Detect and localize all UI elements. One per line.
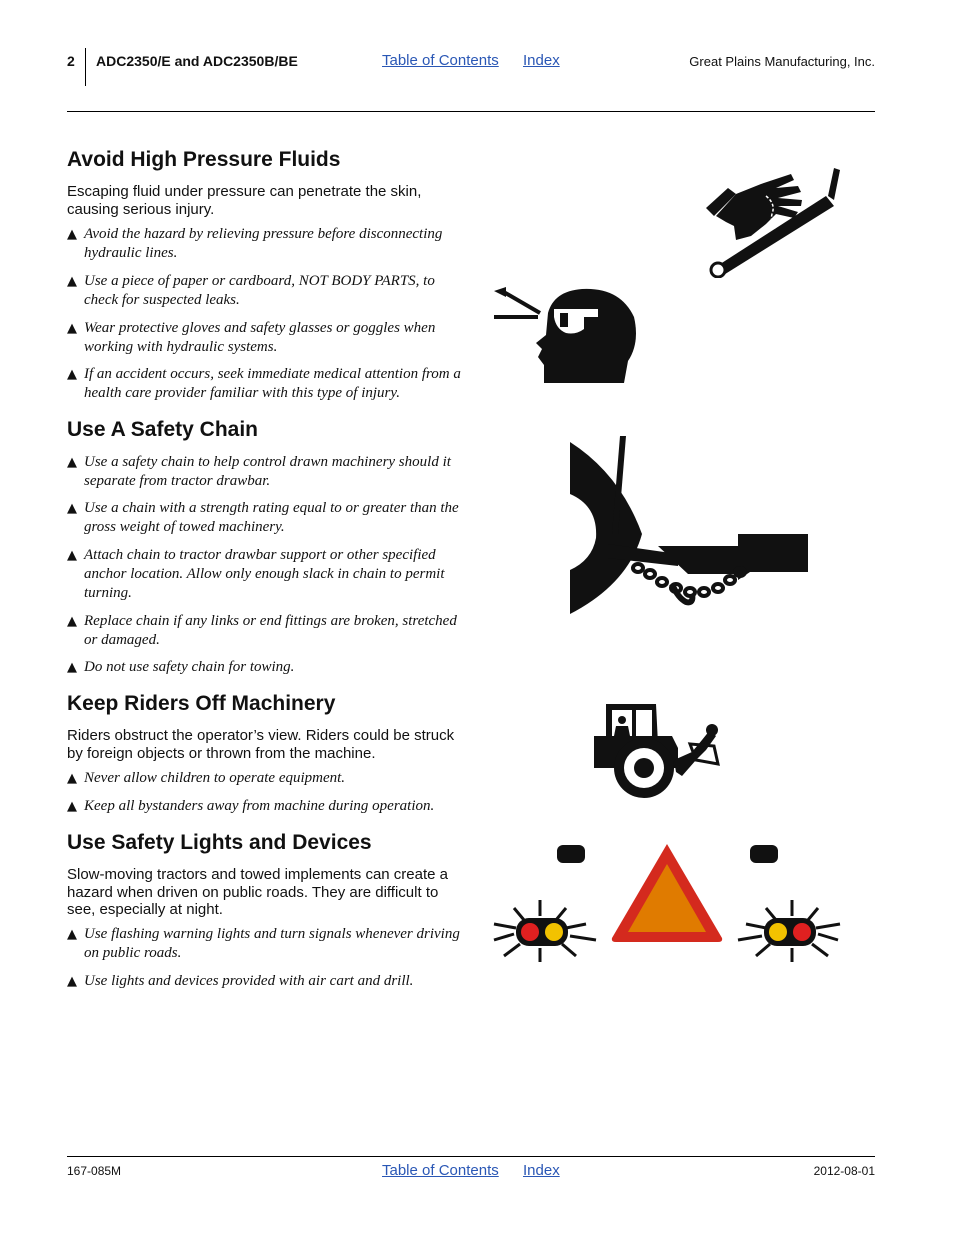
safety-chain-hitch-icon bbox=[568, 434, 810, 614]
flashing-light-icon bbox=[492, 898, 598, 964]
list-item: ▲ Use a safety chain to help control drawn machinery should it separate from tractor drawbar. bbox=[67, 454, 451, 489]
bullet-triangle-icon: ▲ bbox=[67, 974, 77, 989]
bullet-triangle-icon: ▲ bbox=[67, 799, 77, 814]
list-item: ▲ Do not use safety chain for towing. bbox=[67, 659, 295, 675]
footer-index-link[interactable]: Index bbox=[523, 1162, 560, 1179]
list-item: ▲ Use lights and devices provided with air cart and drill. bbox=[67, 973, 414, 989]
lamp-cap-icon bbox=[556, 844, 586, 864]
flashing-light-icon bbox=[736, 898, 842, 964]
section-intro-high-pressure: Escaping fluid under pressure can penetrate the skin, causing serious injury. bbox=[67, 183, 422, 218]
section-intro-riders: Riders obstruct the operator’s view. Riders could be struck by foreign objects or thrown from the machine. bbox=[67, 727, 455, 762]
hand-injection-icon bbox=[706, 166, 846, 278]
section-heading-safety-lights: Use Safety Lights and Devices bbox=[67, 831, 372, 854]
bullet-triangle-icon: ▲ bbox=[67, 548, 77, 563]
list-item: ▲ Never allow children to operate equipment. bbox=[67, 770, 346, 786]
bullet-triangle-icon: ▲ bbox=[67, 274, 77, 289]
list-item: ▲ Avoid the hazard by relieving pressure before disconnecting hydraulic lines. bbox=[67, 226, 443, 261]
tractor-rider-icon bbox=[592, 700, 726, 802]
list-item: ▲ Use flashing warning lights and turn signals whenever driving on public roads. bbox=[67, 926, 460, 961]
page-number: 2 bbox=[67, 53, 75, 69]
smv-emblem-icon bbox=[610, 842, 724, 944]
list-item: ▲ Keep all bystanders away from machine during operation. bbox=[67, 798, 435, 814]
list-item: ▲ Wear protective gloves and safety glasses or goggles when working with hydraulic systems. bbox=[67, 320, 436, 355]
document-title: ADC2350/E and ADC2350B/BE bbox=[96, 53, 298, 69]
list-item: ▲ Use a chain with a strength rating equal to or greater than the gross weight of towed machinery. bbox=[67, 500, 459, 535]
index-link[interactable]: Index bbox=[523, 52, 560, 69]
bullet-triangle-icon: ▲ bbox=[67, 227, 77, 242]
header-divider bbox=[85, 48, 86, 86]
section-heading-safety-chain: Use A Safety Chain bbox=[67, 418, 258, 441]
lamp-cap-icon bbox=[749, 844, 779, 864]
toc-link[interactable]: Table of Contents bbox=[382, 52, 499, 69]
list-item: ▲ If an accident occurs, seek immediate medical attention from a health care provider familiar with this type of injury. bbox=[67, 366, 461, 401]
bullet-triangle-icon: ▲ bbox=[67, 455, 77, 470]
bullet-triangle-icon: ▲ bbox=[67, 771, 77, 786]
section-heading-high-pressure: Avoid High Pressure Fluids bbox=[67, 148, 341, 171]
bullet-triangle-icon: ▲ bbox=[67, 321, 77, 336]
footer-toc-link[interactable]: Table of Contents bbox=[382, 1162, 499, 1179]
bullet-triangle-icon: ▲ bbox=[67, 927, 77, 942]
header-rule bbox=[67, 111, 875, 112]
bullet-triangle-icon: ▲ bbox=[67, 367, 77, 382]
section-intro-safety-lights: Slow-moving tractors and towed implements can create a hazard when driven on public roads. They are difficult to see, especially at night. bbox=[67, 866, 449, 918]
part-number: 167-085M bbox=[67, 1164, 122, 1178]
list-item: ▲ Use a piece of paper or cardboard, NOT BODY PARTS, to check for suspected leaks. bbox=[67, 273, 435, 308]
bullet-triangle-icon: ▲ bbox=[67, 501, 77, 516]
bullet-triangle-icon: ▲ bbox=[67, 614, 77, 629]
safety-goggles-head-icon bbox=[492, 287, 640, 385]
company-name: Great Plains Manufacturing, Inc. bbox=[689, 54, 875, 69]
list-item: ▲ Replace chain if any links or end fittings are broken, stretched or damaged. bbox=[67, 613, 457, 648]
footer-rule bbox=[67, 1156, 875, 1157]
section-heading-riders: Keep Riders Off Machinery bbox=[67, 692, 336, 715]
list-item: ▲ Attach chain to tractor drawbar support or other specified anchor location. Allow only enough slack in chain to permit turning. bbox=[67, 547, 445, 601]
bullet-triangle-icon: ▲ bbox=[67, 660, 77, 675]
publication-date: 2012-08-01 bbox=[813, 1164, 875, 1178]
